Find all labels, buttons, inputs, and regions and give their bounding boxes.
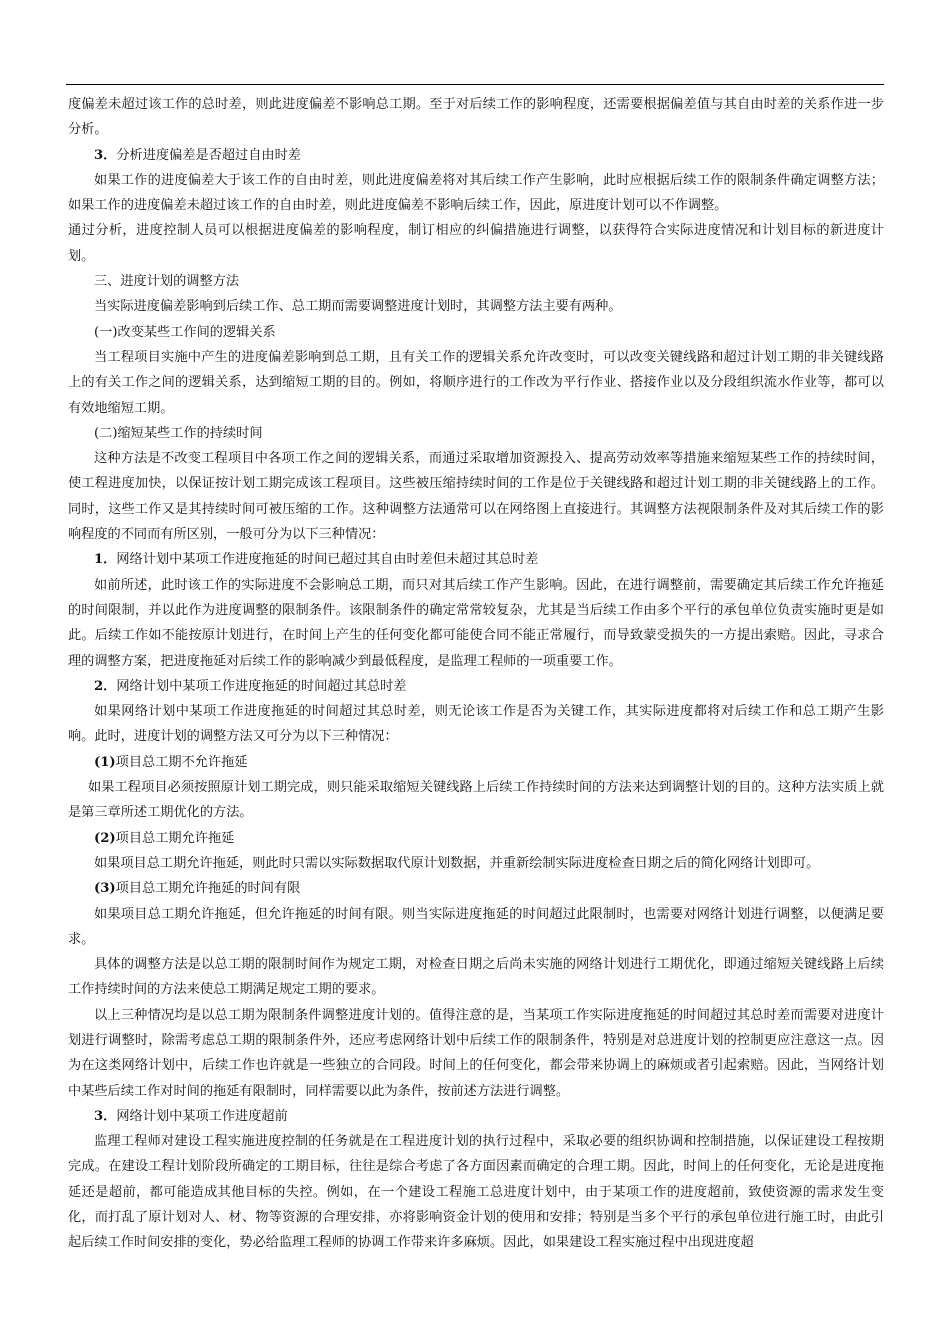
heading-text: 网络计划中某项工作进度超前 bbox=[116, 1108, 288, 1124]
paragraph-shorten-duration: 这种方法是不改变工程项目中各项工作之间的逻辑关系，而通过采取增加资源投入、提高劳动效率等措施来缩短某些工作的持续时间，使工程进度加快，以保证按计划工期完成该工程项目。这些被压缩持续时间的工作是位于关键线路和超过计划工期的非关键线路上的工作。同时，这些工作又是其持续时间可被压缩的工作。这种调整方法通常可以在网络图上直接进行。其调整方法视限制条件及对其后续工作的影响程度的不同而有所区别，一般可分为以下三种情况： bbox=[68, 451, 884, 543]
section-heading-adjustment-methods: 三、进度计划的调整方法 bbox=[94, 274, 240, 290]
paragraph-progress-ahead: 监理工程师对建设工程实施进度控制的任务就是在工程进度计划的执行过程中，采取必要的组织协调和控制措施，以保证建设工程按期完成。在建设工程计划阶段所确定的工期目标，往往是综合考虑了各方面因素而确定的合理工期。因此，时间上的任何变化，无论是进度拖延还是超前，都可能造成其他目标的失控。例如，在一个建设工程施工总进度计划中，由于某项工作的进度超前，致使资源的需求发生变化，而打乱了原计划对人、材、物等资源的合理安排，亦将影响资金计划的使用和安排；特别是当多个平行的承包单位进行施工时，由此引起后续工作时间安排的变化，势必给监理工程师的协调工作带来许多麻烦。因此，如果建设工程实施过程中出现进度超 bbox=[68, 1134, 884, 1251]
paragraph-continuation: 度偏差未超过该工作的总时差，则此进度偏差不影响总工期。至于对后续工作的影响程度，还需要根据偏差值与其自由时差的关系作进一步分析。 bbox=[68, 97, 884, 138]
heading-free-float-check bbox=[68, 143, 884, 168]
header-rule bbox=[66, 84, 884, 85]
heading-text: 项目总工期允许拖延 bbox=[115, 830, 235, 846]
subheading-shorten-duration: (二)缩短某些工作的持续时间 bbox=[94, 425, 263, 441]
heading-text: 分析进度偏差是否超过自由时差 bbox=[116, 147, 301, 163]
heading-number: 2． bbox=[94, 678, 117, 694]
heading-no-delay-allowed bbox=[68, 750, 884, 775]
heading-text: 网络计划中某项工作进度拖延的时间已超过其自由时差但未超过其总时差 bbox=[116, 552, 539, 568]
heading-text: 网络计划中某项工作进度拖延的时间超过其总时差 bbox=[116, 678, 407, 694]
heading-delay-exceeds-total-float bbox=[68, 674, 884, 699]
heading-number: 3． bbox=[94, 1108, 117, 1124]
subheading-change-logic: (一)改变某些工作间的逻辑关系 bbox=[94, 324, 276, 340]
heading-delay-exceeds-free-float bbox=[68, 547, 884, 572]
paragraph-change-logic: 当工程项目实施中产生的进度偏差影响到总工期，且有关工作的逻辑关系允许改变时，可以改变关键线路和超过计划工期的非关键线路上的有关工作之间的逻辑关系，达到缩短工期的目的。例如，将顺序进行的工作改为平行作业、搭接作业以及分段组织流水作业等，都可以有效地缩短工期。 bbox=[68, 349, 884, 416]
paragraph-analysis-summary: 通过分析，进度控制人员可以根据进度偏差的影响程度，制订相应的纠偏措施进行调整，以获得符合实际进度情况和计划目标的新进度计划。 bbox=[68, 223, 884, 264]
heading-number: (2) bbox=[94, 830, 116, 846]
heading-number: 1． bbox=[94, 552, 117, 568]
paragraph-no-delay-allowed: 如果工程项目必须按照原计划工期完成，则只能采取缩短关键线路上后续工作持续时间的方法来达到调整计划的目的。这种方法实质上就是第三章所述工期优化的方法。 bbox=[68, 780, 884, 821]
document-page bbox=[68, 92, 884, 1256]
heading-text: 项目总工期不允许拖延 bbox=[115, 754, 248, 770]
heading-delay-allowed bbox=[68, 826, 884, 851]
heading-delay-limited bbox=[68, 876, 884, 901]
paragraph-specific-method: 具体的调整方法是以总工期的限制时间作为规定工期，对检查日期之后尚未实施的网络计划进行工期优化，即通过缩短关键线路上后续工作持续时间的方法来使总工期满足规定工期的要求。 bbox=[68, 957, 884, 998]
paragraph-two-methods: 当实际进度偏差影响到后续工作、总工期而需要调整进度计划时，其调整方法主要有两种。 bbox=[94, 299, 622, 315]
paragraph-delay-total-float: 如果网络计划中某项工作进度拖延的时间超过其总时差，则无论该工作是否为关键工作，其实际进度都将对后续工作和总工期产生影响。此时，进度计划的调整方法又可分为以下三种情况： bbox=[68, 704, 884, 745]
paragraph-delay-free-float: 如前所述，此时该工作的实际进度不会影响总工期，而只对其后续工作产生影响。因此，在进行调整前，需要确定其后续工作允许拖延的时间限制，并以此作为进度调整的限制条件。该限制条件的确定常常较复杂，尤其是当后续工作由多个平行的承包单位负责实施时更是如此。后续工作如不能按原计划进行，在时间上产生的任何变化都可能使合同不能正常履行，而导致蒙受损失的一方提出索赔。因此，寻求合理的调整方案，把进度拖延对后续工作的影响减少到最低程度，是监理工程师的一项重要工作。 bbox=[68, 577, 884, 669]
heading-progress-ahead bbox=[68, 1104, 884, 1129]
heading-number: (3) bbox=[94, 881, 116, 897]
heading-number: (1) bbox=[94, 754, 116, 770]
paragraph-three-cases-note: 以上三种情况均是以总工期为限制条件调整进度计划的。值得注意的是，当某项工作实际进度拖延的时间超过其总时差而需要对进度计划进行调整时，除需考虑总工期的限制条件外，还应考虑网络计划中后续工作的限制条件，特别是对总进度计划的控制更应注意这一点。因为在这类网络计划中，后续工作也许就是一些独立的合同段。时间上的任何变化，都会带来协调上的麻烦或者引起索赔。因此，当网络计划中某些后续工作对时间的拖延有限制时，同样需要以此为条件，按前述方法进行调整。 bbox=[68, 1007, 884, 1099]
paragraph-delay-allowed: 如果项目总工期允许拖延，则此时只需以实际数据取代原计划数据，并重新绘制实际进度检查日期之后的简化网络计划即可。 bbox=[94, 855, 820, 871]
heading-number: 3． bbox=[94, 147, 117, 163]
paragraph-delay-limited: 如果项目总工期允许拖延，但允许拖延的时间有限。则当实际进度拖延的时间超过此限制时，也需要对网络计划进行调整，以便满足要求。 bbox=[68, 906, 884, 947]
paragraph-free-float-analysis: 如果工作的进度偏差大于该工作的自由时差，则此进度偏差将对其后续工作产生影响，此时应根据后续工作的限制条件确定调整方法；如果工作的进度偏差未超过该工作的自由时差，则此进度偏差不影响后续工作，因此，原进度计划可以不作调整。 bbox=[68, 172, 884, 214]
heading-text: 项目总工期允许拖延的时间有限 bbox=[115, 881, 301, 897]
